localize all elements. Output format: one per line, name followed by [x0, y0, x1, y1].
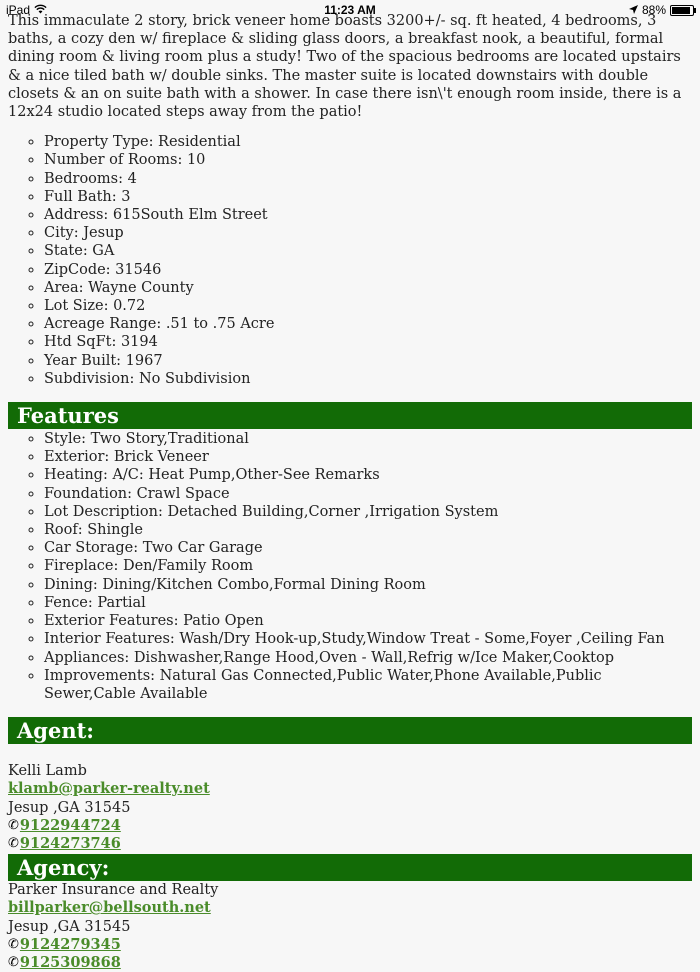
property-detail-item: ◦ Bedrooms: 4: [44, 170, 692, 188]
agent-phone-link[interactable]: 9124273746: [19, 834, 121, 852]
feature-item: ◦ Lot Description: Detached Building,Corner ,Irrigation System: [44, 503, 692, 521]
agent-email-link[interactable]: klamb@parker-realty.net: [8, 780, 210, 798]
property-details-list: [8, 133, 692, 388]
agency-heading: Agency:: [8, 854, 692, 881]
feature-item: ◦ Style: Two Story,Traditional: [44, 430, 692, 448]
agent-phone-row: [8, 835, 692, 853]
property-detail-item: ◦ Address: 615South Elm Street: [44, 206, 692, 224]
feature-item: ◦ Fireplace: Den/Family Room: [44, 557, 692, 575]
agency-phone-row: [8, 954, 692, 972]
feature-item: ◦ Heating: A/C: Heat Pump,Other-See Remarks: [44, 466, 692, 484]
property-detail-item: ◦ Area: Wayne County: [44, 279, 692, 297]
battery-percent: 88%: [641, 3, 666, 17]
property-detail-item: ◦ Full Bath: 3: [44, 188, 692, 206]
property-detail-item: ◦ State: GA: [44, 242, 692, 260]
agency-name: Parker Insurance and Realty: [8, 882, 219, 899]
property-description: This immaculate 2 story, brick veneer home boasts 3200+/- sq. ft heated, 4 bedrooms, 3 baths, a cozy den w/ fireplace & sliding glass doors, a breakfast nook, a beautiful, formal dining room & living room plus a study! Two of the spacious bedrooms are located upstairs & a nice tiled bath w/ double sinks. The master suite is located downstairs with double closets & an on suite bath with a shower. In case there isn\'t enough room inside, there is a 12x24 studio located steps away from the patio!: [8, 13, 682, 121]
property-detail-item: ◦ ZipCode: 31546: [44, 261, 692, 279]
property-detail-item: ◦ Subdivision: No Subdivision: [44, 370, 692, 388]
property-detail-item: ◦ Acreage Range: .51 to .75 Acre: [44, 315, 692, 333]
phone-icon: ✆: [8, 936, 19, 952]
agent-name: Kelli Lamb: [8, 763, 87, 780]
phone-icon: ✆: [8, 817, 19, 833]
property-detail-item: ◦ Lot Size: 0.72: [44, 297, 692, 315]
agency-phone-link[interactable]: 9125309868: [19, 953, 121, 971]
feature-item: ◦ Car Storage: Two Car Garage: [44, 539, 692, 557]
agent-phone-link[interactable]: 9122944724: [19, 816, 121, 834]
agency-location: Jesup ,GA 31545: [8, 918, 131, 935]
agency-phone-row: [8, 936, 692, 954]
phone-icon: ✆: [8, 954, 19, 970]
agency-info: [8, 881, 692, 972]
phone-icon: ✆: [8, 835, 19, 851]
features-list: [8, 430, 692, 703]
agency-phone-link[interactable]: 9124279345: [19, 935, 121, 953]
listing-content: [8, 12, 692, 972]
property-detail-item: ◦ Htd SqFt: 3194: [44, 333, 692, 351]
agent-location: Jesup ,GA 31545: [8, 799, 131, 816]
feature-item: ◦ Foundation: Crawl Space: [44, 485, 692, 503]
agent-info: [8, 762, 692, 853]
feature-item: ◦ Appliances: Dishwasher,Range Hood,Oven - Wall,Refrig w/Ice Maker,Cooktop: [44, 649, 692, 667]
feature-item: ◦ Improvements: Natural Gas Connected,Public Water,Phone Available,Public Sewer,Cable Available: [44, 667, 692, 703]
property-detail-item: ◦ Number of Rooms: 10: [44, 151, 692, 169]
feature-item: ◦ Interior Features: Wash/Dry Hook-up,Study,Window Treat - Some,Foyer ,Ceiling Fan: [44, 630, 692, 648]
property-detail-item: ◦ Property Type: Residential: [44, 133, 692, 151]
feature-item: ◦ Exterior: Brick Veneer: [44, 448, 692, 466]
agent-phone-row: [8, 817, 692, 835]
feature-item: ◦ Exterior Features: Patio Open: [44, 612, 692, 630]
clock: 11:23 AM: [324, 3, 376, 17]
property-detail-item: ◦ City: Jesup: [44, 224, 692, 242]
agency-email-link[interactable]: billparker@bellsouth.net: [8, 899, 211, 917]
agent-heading: Agent:: [8, 717, 692, 744]
feature-item: ◦ Fence: Partial: [44, 594, 692, 612]
device-label: iPad: [6, 3, 31, 17]
feature-item: ◦ Dining: Dining/Kitchen Combo,Formal Dining Room: [44, 576, 692, 594]
feature-item: ◦ Roof: Shingle: [44, 521, 692, 539]
property-detail-item: ◦ Year Built: 1967: [44, 352, 692, 370]
features-heading: Features: [8, 402, 692, 429]
